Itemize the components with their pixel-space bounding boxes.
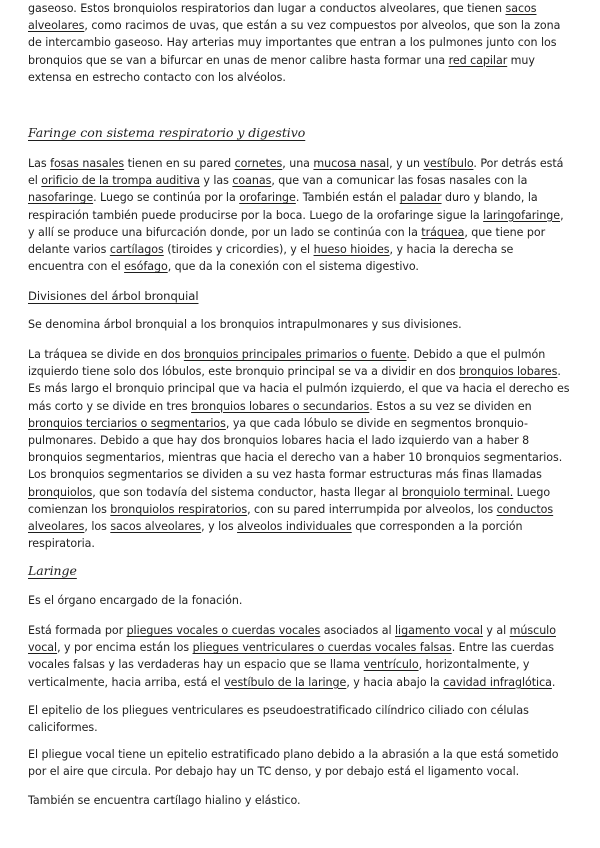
heading-laringe: Laringe	[28, 563, 77, 578]
text-run: , ya que cada lóbulo se divide en segmentos bronquio-pulmonares. Debido a que hay dos bronquios lobares hacia el lado izquierdo van a haber 8 bronquios segmentarios, mientras que hacia el derecho van a haber 10 bronquios segmentarios. Los bronquios segmentarios se dividen a su vez hasta formar estructuras más finas llamadas	[28, 416, 563, 482]
term-paladar: paladar	[399, 191, 442, 205]
faringe-paragraph	[28, 155, 572, 275]
term-bronquios-lobares: bronquios lobares	[459, 365, 558, 379]
term-mucosa-nasal: mucosa nasal	[313, 157, 390, 170]
text-run: La tráquea se divide en dos	[28, 348, 184, 361]
text-run: . Luego se continúa por la	[93, 191, 240, 205]
laringe-paragraph	[28, 622, 572, 691]
term-traquea: tráquea	[421, 225, 465, 239]
text-run: , y hacia abajo la	[346, 675, 444, 689]
text-run: , y los	[201, 520, 238, 534]
term-cornetes: cornetes	[234, 157, 283, 170]
text-run: . Por detrás está el	[28, 157, 564, 188]
text-run: . Entre las cuerdas vocales falsas y las verdaderas hay un espacio que se llama	[28, 641, 555, 672]
term-vestibulo-laringe: vestíbulo de la laringe	[224, 675, 347, 689]
term-bronquios-lobares-secundarios: bronquios lobares o secundarios	[191, 399, 370, 413]
term-red-capilar: red capilar	[448, 53, 508, 67]
term-sacos-alveolares: sacos alveolares	[110, 520, 202, 534]
term-cavidad-infraglotica: cavidad infraglótica	[443, 675, 552, 689]
text-run: (tiroides y cricordies), y el	[163, 243, 314, 257]
laringe-cartilago-paragraph: También se encuentra cartílago hialino y elástico.	[28, 794, 301, 807]
text-run: que corresponden a la porción respiratoria.	[28, 520, 523, 551]
intro-paragraph	[28, 0, 572, 86]
term-pliegues-ventriculares: pliegues ventriculares o cuerdas vocales falsas	[192, 641, 452, 655]
text-run: asociados al	[320, 624, 396, 637]
term-ventriculo: ventrículo	[363, 658, 419, 672]
text-run: .	[551, 675, 556, 689]
term-nasofaringe: nasofaringe	[28, 191, 94, 205]
text-run: , como racimos de uvas, que están a su vez compuestos por alveolos, que son la zona de intercambio gaseoso. Hay arterias muy importantes que entran a los pulmones junto con los bronquios que se van a bifurcar en unas de menor calibre hasta formar una	[28, 19, 561, 67]
text-run: tienen en su pared	[124, 157, 235, 170]
term-orofaringe: orofaringe	[239, 191, 296, 205]
text-run: y al	[482, 624, 510, 637]
term-conductos-alveolares: conductos alveolares	[28, 502, 554, 534]
text-run: Las	[28, 157, 51, 170]
laringe-epitelio-paragraph: El epitelio de los pliegues ventriculares es pseudoestratificado cilíndrico ciliado con células caliciformes.	[28, 704, 529, 735]
text-run: gaseoso. Estos bronquiolos respiratorios dan lugar a conductos alveolares, que tienen	[28, 2, 506, 15]
text-run: . Es más largo el bronquio principal que va hacia el pulmón izquierdo, el que va hacia el derecho es más corto y se divide en tres	[28, 365, 570, 413]
text-run: , una	[282, 157, 314, 170]
text-run: , con su pared interrumpida por alveolos, los	[247, 502, 497, 516]
term-sacos-alveolares: sacos alveolares	[28, 2, 537, 33]
term-bronquiolos-respiratorios: bronquiolos respiratorios	[110, 502, 248, 516]
divisiones-intro-paragraph: Se denomina árbol bronquial a los bronquios intrapulmonares y sus divisiones.	[28, 318, 462, 331]
term-bronquios-terciarios: bronquios terciarios o segmentarios	[28, 416, 226, 430]
term-coanas: coanas	[232, 174, 272, 188]
text-run: . Estos a su vez se dividen en	[369, 399, 532, 413]
heading-faringe: Faringe con sistema respiratorio y digestivo	[28, 125, 306, 140]
text-run: , horizontalmente, y verticalmente, hacia arriba, está el	[28, 658, 530, 689]
text-run: Está formada por	[28, 624, 127, 637]
text-run: , y un	[389, 157, 424, 170]
text-run: , los	[84, 520, 111, 534]
term-esofago: esófago	[124, 260, 168, 274]
divisiones-paragraph	[28, 346, 572, 552]
text-run: , que van a comunicar las fosas nasales con la	[271, 174, 528, 188]
term-ligamento-vocal: ligamento vocal	[395, 624, 483, 637]
text-run: , y por encima están los	[57, 641, 193, 655]
term-bronquios-principales: bronquios principales primarios o fuente	[183, 348, 407, 361]
text-run: . También están el	[295, 191, 400, 205]
text-run: Luego comienzan los	[28, 485, 551, 516]
text-run: , y hacia la derecha se encuentra con el	[28, 243, 514, 274]
heading-divisiones: Divisiones del árbol bronquial	[28, 289, 199, 303]
term-vestibulo: vestíbulo	[423, 157, 474, 170]
text-run: , y allí se produce una bifurcación donde, por un lado se continúa con la	[28, 208, 564, 239]
laringe-pliegue-paragraph: El pliegue vocal tiene un epitelio estratificado plano debido a la abrasión a la que está sometido por el aire que circula. Por debajo hay un TC denso, y por debajo está el ligamento vocal.	[28, 748, 559, 779]
term-fosas-nasales: fosas nasales	[50, 157, 125, 170]
text-run: . Debido a que el pulmón izquierdo tiene solo dos lóbulos, este bronquio principal se va a dividir en dos	[28, 348, 546, 379]
text-run: duro y blando, la respiración también puede producirse por la boca. Luego de la orofaringe sigue la	[28, 191, 538, 222]
term-cartilagos: cartílagos	[109, 243, 164, 257]
laringe-intro-paragraph: Es el órgano encargado de la fonación.	[28, 594, 243, 607]
term-orificio-trompa-auditiva: orificio de la trompa auditiva	[41, 174, 200, 188]
term-hueso-hioides: hueso hioides	[313, 243, 390, 257]
text-run: , que son todavía del sistema conductor, hasta llegar al	[92, 485, 402, 499]
term-alveolos-individuales: alveolos individuales	[237, 520, 352, 534]
text-run: , que tiene por delante varios	[28, 225, 546, 257]
term-bronquiolo-terminal: bronquiolo terminal.	[401, 485, 514, 499]
text-run: y las	[199, 174, 233, 188]
term-bronquiolos: bronquiolos	[28, 485, 93, 499]
term-laringofaringe: laringofaringe	[483, 208, 561, 222]
term-pliegues-vocales: pliegues vocales o cuerdas vocales	[126, 624, 321, 637]
term-musculo-vocal: músculo vocal	[28, 624, 556, 655]
text-run: muy extensa en estrecho contacto con los alvéolos.	[28, 53, 535, 84]
text-run: , que da la conexión con el sistema digestivo.	[167, 260, 419, 274]
